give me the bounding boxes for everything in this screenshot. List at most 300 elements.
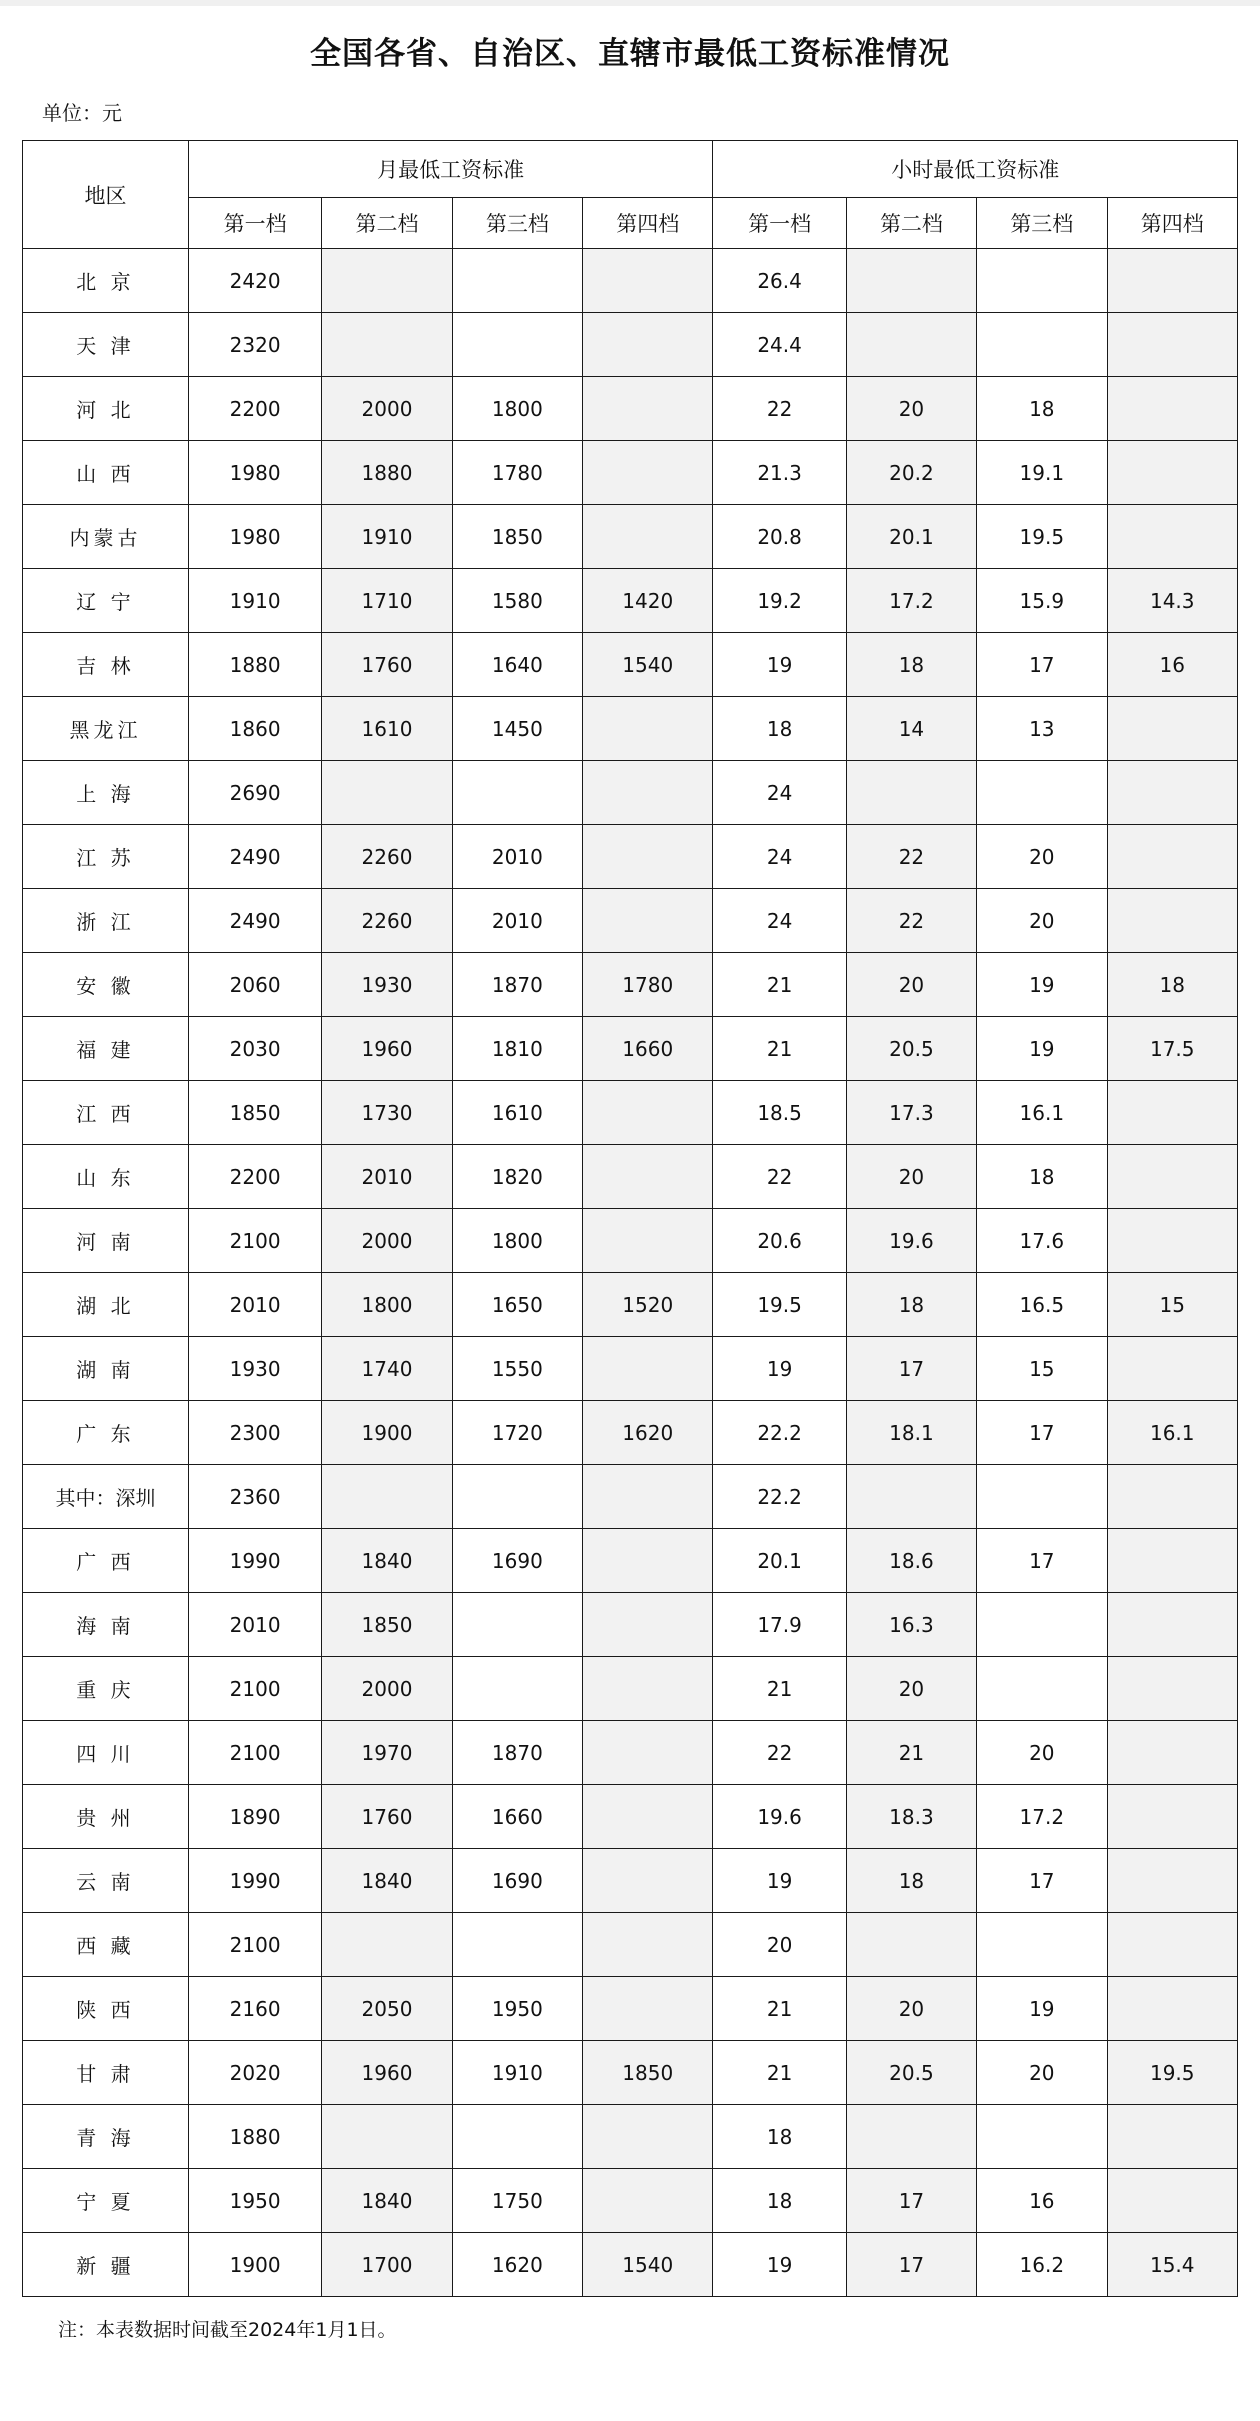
row-region-label: 重 庆	[23, 1657, 189, 1721]
cell-monthly-tier-3: 1640	[452, 633, 582, 697]
cell-monthly-tier-2: 1740	[322, 1337, 452, 1401]
cell-monthly-tier-3: 1750	[452, 2169, 582, 2233]
cell-hourly-tier-4	[1107, 249, 1238, 313]
cell-hourly-tier-1: 19.5	[713, 1273, 846, 1337]
table-row	[23, 313, 1238, 377]
table-row	[23, 1209, 1238, 1273]
row-region-label: 上 海	[23, 761, 189, 825]
cell-monthly-tier-3: 1660	[452, 1785, 582, 1849]
cell-hourly-tier-3	[977, 1657, 1107, 1721]
cell-monthly-tier-3: 1610	[452, 1081, 582, 1145]
table-row	[23, 1913, 1238, 1977]
table-row	[23, 1017, 1238, 1081]
cell-hourly-tier-4: 19.5	[1107, 2041, 1238, 2105]
cell-hourly-tier-2: 17	[846, 1337, 976, 1401]
cell-hourly-tier-2	[846, 2105, 976, 2169]
row-region-label: 河 北	[23, 377, 189, 441]
cell-hourly-tier-4	[1107, 761, 1238, 825]
cell-hourly-tier-1: 21	[713, 2041, 846, 2105]
table-row	[23, 1721, 1238, 1785]
cell-hourly-tier-3: 19.5	[977, 505, 1107, 569]
cell-monthly-tier-1: 2490	[188, 825, 321, 889]
cell-monthly-tier-2: 2260	[322, 889, 452, 953]
row-region-label: 广 东	[23, 1401, 189, 1465]
cell-monthly-tier-2	[322, 313, 452, 377]
page-title: 全国各省、自治区、直辖市最低工资标准情况	[310, 36, 950, 72]
cell-hourly-tier-3: 18	[977, 377, 1107, 441]
cell-hourly-tier-4	[1107, 1977, 1238, 2041]
cell-hourly-tier-3	[977, 1465, 1107, 1529]
cell-monthly-tier-2: 1970	[322, 1721, 452, 1785]
cell-monthly-tier-4	[583, 1337, 713, 1401]
cell-monthly-tier-1: 1910	[188, 569, 321, 633]
cell-hourly-tier-2: 20	[846, 1977, 976, 2041]
cell-monthly-tier-4	[583, 1593, 713, 1657]
cell-hourly-tier-4	[1107, 1849, 1238, 1913]
cell-hourly-tier-2: 18.1	[846, 1401, 976, 1465]
column-header-monthly-tier-4: 第四档	[583, 198, 713, 249]
cell-hourly-tier-3: 20	[977, 2041, 1107, 2105]
cell-monthly-tier-3: 1690	[452, 1529, 582, 1593]
cell-hourly-tier-2: 20	[846, 1145, 976, 1209]
cell-hourly-tier-1: 20.6	[713, 1209, 846, 1273]
cell-hourly-tier-4	[1107, 1145, 1238, 1209]
cell-monthly-tier-4: 1540	[583, 633, 713, 697]
cell-monthly-tier-2: 1960	[322, 2041, 452, 2105]
cell-monthly-tier-3	[452, 1913, 582, 1977]
row-region-label: 四 川	[23, 1721, 189, 1785]
cell-monthly-tier-4	[583, 697, 713, 761]
cell-monthly-tier-1: 2100	[188, 1209, 321, 1273]
cell-hourly-tier-1: 22	[713, 377, 846, 441]
table-row	[23, 697, 1238, 761]
cell-monthly-tier-1: 2100	[188, 1721, 321, 1785]
cell-hourly-tier-1: 19	[713, 1849, 846, 1913]
cell-hourly-tier-1: 20.8	[713, 505, 846, 569]
cell-monthly-tier-2: 1760	[322, 633, 452, 697]
cell-monthly-tier-4	[583, 2169, 713, 2233]
row-region-label: 云 南	[23, 1849, 189, 1913]
cell-monthly-tier-2: 1840	[322, 2169, 452, 2233]
cell-hourly-tier-2: 14	[846, 697, 976, 761]
column-group-monthly: 月最低工资标准	[188, 141, 712, 198]
cell-monthly-tier-4: 1540	[583, 2233, 713, 2297]
cell-monthly-tier-2: 1930	[322, 953, 452, 1017]
cell-hourly-tier-3: 17	[977, 1401, 1107, 1465]
cell-monthly-tier-1: 2020	[188, 2041, 321, 2105]
cell-monthly-tier-3: 1820	[452, 1145, 582, 1209]
cell-hourly-tier-2: 21	[846, 1721, 976, 1785]
cell-monthly-tier-3: 1810	[452, 1017, 582, 1081]
cell-monthly-tier-4: 1520	[583, 1273, 713, 1337]
cell-hourly-tier-2: 20	[846, 953, 976, 1017]
cell-hourly-tier-4	[1107, 1657, 1238, 1721]
table-row	[23, 633, 1238, 697]
cell-monthly-tier-1: 2060	[188, 953, 321, 1017]
cell-monthly-tier-2	[322, 249, 452, 313]
table-row	[23, 505, 1238, 569]
cell-hourly-tier-3	[977, 249, 1107, 313]
column-group-hourly: 小时最低工资标准	[713, 141, 1238, 198]
row-region-label: 甘 肃	[23, 2041, 189, 2105]
cell-monthly-tier-3: 1870	[452, 1721, 582, 1785]
cell-monthly-tier-2: 1760	[322, 1785, 452, 1849]
cell-monthly-tier-2	[322, 1913, 452, 1977]
cell-hourly-tier-1: 19	[713, 2233, 846, 2297]
cell-monthly-tier-1: 1860	[188, 697, 321, 761]
table-row	[23, 1657, 1238, 1721]
cell-monthly-tier-1: 1900	[188, 2233, 321, 2297]
cell-monthly-tier-4: 1850	[583, 2041, 713, 2105]
cell-hourly-tier-4	[1107, 889, 1238, 953]
row-region-label: 内蒙古	[23, 505, 189, 569]
table-row	[23, 441, 1238, 505]
cell-hourly-tier-4	[1107, 1529, 1238, 1593]
cell-hourly-tier-3	[977, 1913, 1107, 1977]
cell-monthly-tier-4	[583, 1465, 713, 1529]
cell-monthly-tier-3	[452, 313, 582, 377]
cell-monthly-tier-2: 1910	[322, 505, 452, 569]
cell-monthly-tier-2	[322, 1465, 452, 1529]
cell-monthly-tier-1: 1990	[188, 1529, 321, 1593]
cell-hourly-tier-2	[846, 1465, 976, 1529]
cell-monthly-tier-4: 1660	[583, 1017, 713, 1081]
row-region-label: 宁 夏	[23, 2169, 189, 2233]
cell-hourly-tier-4	[1107, 1081, 1238, 1145]
column-header-region: 地区	[23, 141, 189, 249]
row-region-label: 西 藏	[23, 1913, 189, 1977]
cell-hourly-tier-3: 19.1	[977, 441, 1107, 505]
cell-monthly-tier-2: 1730	[322, 1081, 452, 1145]
cell-hourly-tier-4	[1107, 1913, 1238, 1977]
cell-hourly-tier-1: 18.5	[713, 1081, 846, 1145]
cell-monthly-tier-1: 2010	[188, 1273, 321, 1337]
cell-hourly-tier-4	[1107, 2169, 1238, 2233]
cell-monthly-tier-1: 1990	[188, 1849, 321, 1913]
table-head	[23, 141, 1238, 249]
table-row	[23, 1593, 1238, 1657]
cell-hourly-tier-4: 16	[1107, 633, 1238, 697]
table-row	[23, 1529, 1238, 1593]
cell-hourly-tier-1: 22	[713, 1145, 846, 1209]
cell-monthly-tier-2: 2000	[322, 377, 452, 441]
unit-label: 单位：元	[42, 101, 122, 125]
cell-hourly-tier-2: 16.3	[846, 1593, 976, 1657]
cell-hourly-tier-4: 18	[1107, 953, 1238, 1017]
cell-hourly-tier-1: 21	[713, 953, 846, 1017]
cell-hourly-tier-2	[846, 313, 976, 377]
cell-hourly-tier-1: 18	[713, 697, 846, 761]
cell-monthly-tier-1: 2200	[188, 377, 321, 441]
cell-monthly-tier-3: 1450	[452, 697, 582, 761]
table-container	[0, 140, 1260, 2297]
table-row	[23, 1849, 1238, 1913]
table-row	[23, 1145, 1238, 1209]
cell-monthly-tier-2	[322, 2105, 452, 2169]
cell-hourly-tier-3: 20	[977, 1721, 1107, 1785]
cell-monthly-tier-1: 2420	[188, 249, 321, 313]
cell-monthly-tier-1: 1950	[188, 2169, 321, 2233]
cell-hourly-tier-2: 17	[846, 2169, 976, 2233]
cell-monthly-tier-2	[322, 761, 452, 825]
cell-monthly-tier-3: 1800	[452, 377, 582, 441]
cell-hourly-tier-3: 16.1	[977, 1081, 1107, 1145]
cell-monthly-tier-2: 2260	[322, 825, 452, 889]
cell-hourly-tier-4: 14.3	[1107, 569, 1238, 633]
cell-hourly-tier-1: 21.3	[713, 441, 846, 505]
cell-hourly-tier-3: 16.2	[977, 2233, 1107, 2297]
cell-monthly-tier-4	[583, 1529, 713, 1593]
cell-monthly-tier-2: 1840	[322, 1529, 452, 1593]
cell-monthly-tier-3: 2010	[452, 889, 582, 953]
row-region-label: 山 东	[23, 1145, 189, 1209]
cell-monthly-tier-4	[583, 825, 713, 889]
column-header-hourly-tier-2: 第二档	[846, 198, 976, 249]
cell-monthly-tier-1: 1890	[188, 1785, 321, 1849]
cell-hourly-tier-1: 22	[713, 1721, 846, 1785]
cell-hourly-tier-3: 17	[977, 1849, 1107, 1913]
cell-hourly-tier-3: 16.5	[977, 1273, 1107, 1337]
table-row	[23, 2233, 1238, 2297]
cell-hourly-tier-3	[977, 761, 1107, 825]
cell-hourly-tier-2: 19.6	[846, 1209, 976, 1273]
cell-hourly-tier-3: 19	[977, 953, 1107, 1017]
cell-hourly-tier-3: 13	[977, 697, 1107, 761]
cell-hourly-tier-2: 20.2	[846, 441, 976, 505]
cell-hourly-tier-3: 16	[977, 2169, 1107, 2233]
cell-monthly-tier-2: 1850	[322, 1593, 452, 1657]
table-row	[23, 2041, 1238, 2105]
minimum-wage-table	[22, 140, 1238, 2297]
row-region-label: 其中：深圳	[23, 1465, 189, 1529]
row-region-label: 安 徽	[23, 953, 189, 1017]
row-region-label: 天 津	[23, 313, 189, 377]
cell-monthly-tier-3	[452, 2105, 582, 2169]
cell-hourly-tier-2: 17	[846, 2233, 976, 2297]
cell-monthly-tier-2: 2000	[322, 1657, 452, 1721]
cell-monthly-tier-3: 1910	[452, 2041, 582, 2105]
cell-monthly-tier-4	[583, 377, 713, 441]
cell-hourly-tier-3	[977, 313, 1107, 377]
table-header-row-groups	[23, 141, 1238, 198]
row-region-label: 湖 南	[23, 1337, 189, 1401]
cell-monthly-tier-4	[583, 505, 713, 569]
table-row	[23, 1401, 1238, 1465]
cell-hourly-tier-3: 17	[977, 1529, 1107, 1593]
cell-hourly-tier-4	[1107, 1593, 1238, 1657]
cell-hourly-tier-1: 21	[713, 1977, 846, 2041]
cell-hourly-tier-4: 17.5	[1107, 1017, 1238, 1081]
cell-hourly-tier-3: 19	[977, 1977, 1107, 2041]
table-row	[23, 1977, 1238, 2041]
cell-monthly-tier-2: 1700	[322, 2233, 452, 2297]
column-header-hourly-tier-1: 第一档	[713, 198, 846, 249]
row-region-label: 广 西	[23, 1529, 189, 1593]
cell-hourly-tier-3: 18	[977, 1145, 1107, 1209]
cell-hourly-tier-1: 19	[713, 1337, 846, 1401]
cell-hourly-tier-2: 22	[846, 889, 976, 953]
cell-monthly-tier-1: 1850	[188, 1081, 321, 1145]
cell-monthly-tier-1: 2320	[188, 313, 321, 377]
cell-hourly-tier-2: 20	[846, 1657, 976, 1721]
cell-hourly-tier-2: 20.5	[846, 1017, 976, 1081]
cell-monthly-tier-3	[452, 1593, 582, 1657]
cell-hourly-tier-2: 22	[846, 825, 976, 889]
table-row	[23, 249, 1238, 313]
cell-hourly-tier-2: 18.3	[846, 1785, 976, 1849]
cell-hourly-tier-2: 18	[846, 1849, 976, 1913]
cell-hourly-tier-1: 19.6	[713, 1785, 846, 1849]
cell-hourly-tier-4	[1107, 825, 1238, 889]
cell-hourly-tier-4	[1107, 697, 1238, 761]
cell-monthly-tier-1: 2030	[188, 1017, 321, 1081]
cell-monthly-tier-2: 1900	[322, 1401, 452, 1465]
row-region-label: 海 南	[23, 1593, 189, 1657]
cell-monthly-tier-1: 2010	[188, 1593, 321, 1657]
cell-monthly-tier-3: 1650	[452, 1273, 582, 1337]
cell-hourly-tier-4	[1107, 313, 1238, 377]
cell-monthly-tier-3: 1850	[452, 505, 582, 569]
cell-hourly-tier-2: 20	[846, 377, 976, 441]
cell-monthly-tier-3	[452, 249, 582, 313]
cell-monthly-tier-4	[583, 1721, 713, 1785]
cell-hourly-tier-4	[1107, 2105, 1238, 2169]
cell-hourly-tier-1: 21	[713, 1017, 846, 1081]
cell-monthly-tier-3: 1870	[452, 953, 582, 1017]
table-row	[23, 2105, 1238, 2169]
cell-hourly-tier-3	[977, 2105, 1107, 2169]
cell-hourly-tier-4	[1107, 377, 1238, 441]
cell-monthly-tier-2: 1960	[322, 1017, 452, 1081]
cell-monthly-tier-3	[452, 1657, 582, 1721]
cell-monthly-tier-4	[583, 889, 713, 953]
cell-hourly-tier-3: 19	[977, 1017, 1107, 1081]
cell-monthly-tier-1: 1930	[188, 1337, 321, 1401]
row-region-label: 江 西	[23, 1081, 189, 1145]
cell-monthly-tier-1: 2100	[188, 1657, 321, 1721]
cell-monthly-tier-1: 2360	[188, 1465, 321, 1529]
cell-monthly-tier-3: 1690	[452, 1849, 582, 1913]
cell-hourly-tier-1: 21	[713, 1657, 846, 1721]
table-row	[23, 1465, 1238, 1529]
cell-monthly-tier-4	[583, 1657, 713, 1721]
cell-monthly-tier-2: 2050	[322, 1977, 452, 2041]
cell-monthly-tier-4: 1420	[583, 569, 713, 633]
cell-hourly-tier-3: 17.2	[977, 1785, 1107, 1849]
row-region-label: 新 疆	[23, 2233, 189, 2297]
row-region-label: 湖 北	[23, 1273, 189, 1337]
cell-hourly-tier-2	[846, 761, 976, 825]
cell-hourly-tier-1: 19.2	[713, 569, 846, 633]
cell-monthly-tier-2: 1840	[322, 1849, 452, 1913]
cell-hourly-tier-3: 15.9	[977, 569, 1107, 633]
cell-monthly-tier-3: 1580	[452, 569, 582, 633]
cell-monthly-tier-1: 1980	[188, 505, 321, 569]
cell-monthly-tier-4	[583, 1913, 713, 1977]
cell-monthly-tier-2: 2010	[322, 1145, 452, 1209]
cell-monthly-tier-3: 1550	[452, 1337, 582, 1401]
cell-hourly-tier-3: 17	[977, 633, 1107, 697]
cell-hourly-tier-4	[1107, 1209, 1238, 1273]
row-region-label: 吉 林	[23, 633, 189, 697]
cell-hourly-tier-4	[1107, 505, 1238, 569]
cell-monthly-tier-3: 1620	[452, 2233, 582, 2297]
cell-hourly-tier-4: 15.4	[1107, 2233, 1238, 2297]
cell-hourly-tier-4: 15	[1107, 1273, 1238, 1337]
cell-hourly-tier-4	[1107, 1465, 1238, 1529]
row-region-label: 黑龙江	[23, 697, 189, 761]
cell-monthly-tier-4	[583, 761, 713, 825]
column-header-monthly-tier-1: 第一档	[188, 198, 321, 249]
cell-hourly-tier-1: 26.4	[713, 249, 846, 313]
cell-hourly-tier-1: 24	[713, 761, 846, 825]
row-region-label: 陕 西	[23, 1977, 189, 2041]
cell-hourly-tier-2: 17.3	[846, 1081, 976, 1145]
table-row	[23, 953, 1238, 1017]
cell-hourly-tier-2: 18	[846, 633, 976, 697]
table-row	[23, 761, 1238, 825]
cell-monthly-tier-4	[583, 1081, 713, 1145]
column-header-monthly-tier-2: 第二档	[322, 198, 452, 249]
cell-monthly-tier-3: 1950	[452, 1977, 582, 2041]
cell-hourly-tier-1: 18	[713, 2169, 846, 2233]
table-body	[23, 249, 1238, 2297]
cell-monthly-tier-3: 1800	[452, 1209, 582, 1273]
cell-hourly-tier-2: 17.2	[846, 569, 976, 633]
cell-hourly-tier-4	[1107, 1785, 1238, 1849]
cell-hourly-tier-3: 15	[977, 1337, 1107, 1401]
cell-monthly-tier-4	[583, 1977, 713, 2041]
cell-hourly-tier-2: 18.6	[846, 1529, 976, 1593]
table-row	[23, 377, 1238, 441]
cell-hourly-tier-1: 17.9	[713, 1593, 846, 1657]
row-region-label: 河 南	[23, 1209, 189, 1273]
cell-monthly-tier-1: 2200	[188, 1145, 321, 1209]
cell-monthly-tier-1: 1880	[188, 633, 321, 697]
table-row	[23, 1785, 1238, 1849]
row-region-label: 贵 州	[23, 1785, 189, 1849]
cell-monthly-tier-3: 1720	[452, 1401, 582, 1465]
cell-hourly-tier-2	[846, 249, 976, 313]
cell-hourly-tier-1: 19	[713, 633, 846, 697]
cell-monthly-tier-1: 2490	[188, 889, 321, 953]
cell-monthly-tier-4	[583, 1785, 713, 1849]
cell-monthly-tier-1: 2160	[188, 1977, 321, 2041]
row-region-label: 北 京	[23, 249, 189, 313]
cell-monthly-tier-1: 2690	[188, 761, 321, 825]
cell-monthly-tier-1: 1980	[188, 441, 321, 505]
cell-monthly-tier-2: 1800	[322, 1273, 452, 1337]
table-row	[23, 889, 1238, 953]
cell-monthly-tier-3	[452, 761, 582, 825]
cell-monthly-tier-3: 1780	[452, 441, 582, 505]
row-region-label: 江 苏	[23, 825, 189, 889]
table-row	[23, 1273, 1238, 1337]
cell-monthly-tier-4	[583, 313, 713, 377]
cell-hourly-tier-4: 16.1	[1107, 1401, 1238, 1465]
cell-monthly-tier-3	[452, 1465, 582, 1529]
cell-monthly-tier-4	[583, 249, 713, 313]
cell-monthly-tier-2: 2000	[322, 1209, 452, 1273]
table-row	[23, 569, 1238, 633]
cell-monthly-tier-4	[583, 1145, 713, 1209]
cell-monthly-tier-4: 1780	[583, 953, 713, 1017]
row-region-label: 青 海	[23, 2105, 189, 2169]
cell-monthly-tier-4	[583, 2105, 713, 2169]
cell-monthly-tier-2: 1880	[322, 441, 452, 505]
cell-hourly-tier-1: 24	[713, 825, 846, 889]
row-region-label: 浙 江	[23, 889, 189, 953]
